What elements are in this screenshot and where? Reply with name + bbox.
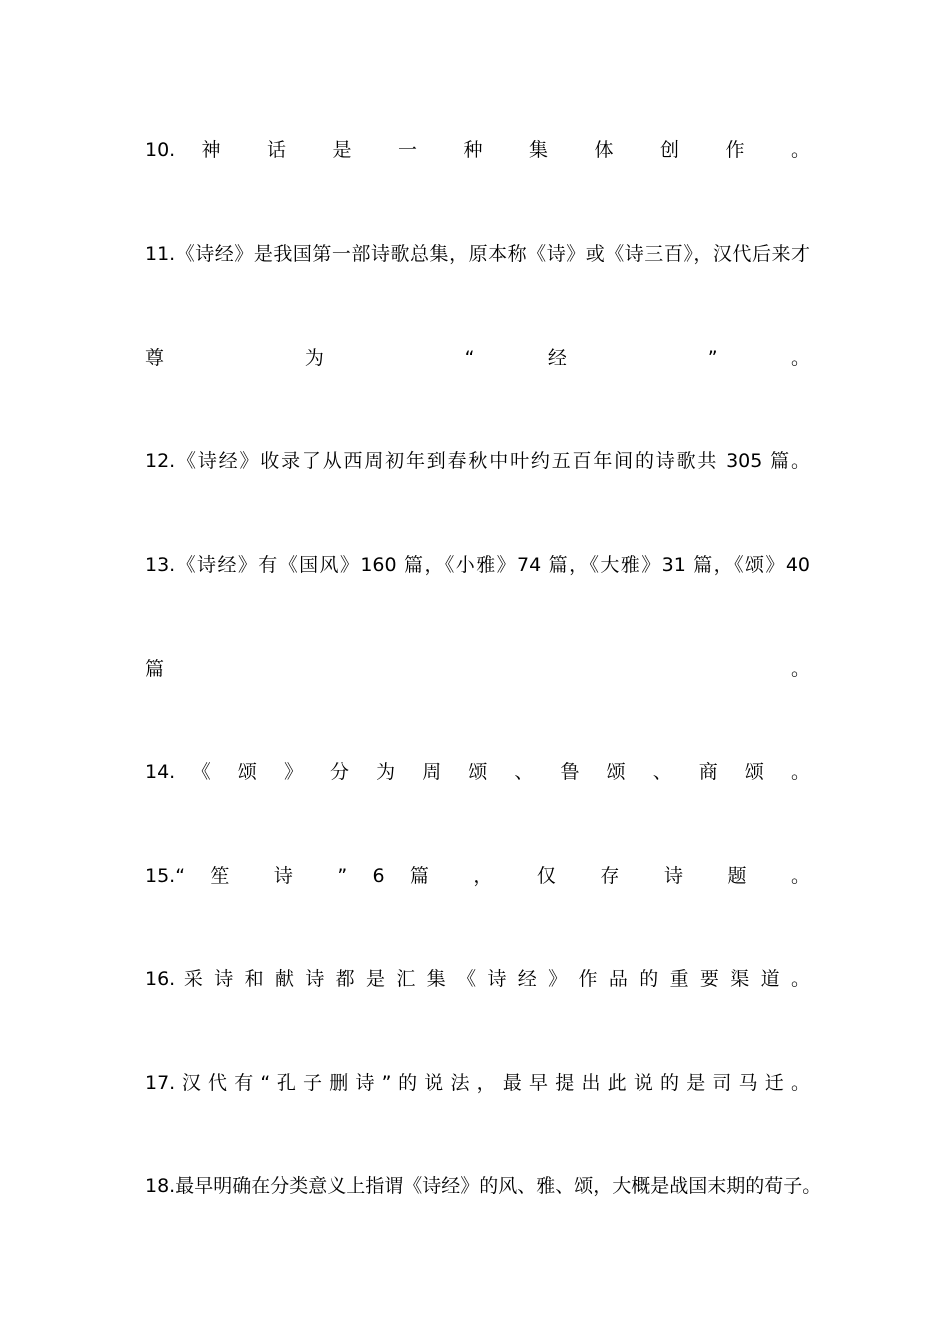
text-line-11: 11.《诗经》是我国第一部诗歌总集，原本称《诗》或《诗三百》，汉代后来才 — [145, 243, 810, 265]
text-line-13-continued: 篇 。 — [145, 658, 810, 680]
text-line-14: 14. 《 颂 》 分 为 周 颂 、 鲁 颂 、 商 颂 。 — [145, 761, 810, 783]
text-line-18: 18.最早明确在分类意义上指谓《诗经》的风、雅、颂，大概是战国末期的荀子。 — [145, 1175, 822, 1197]
text-line-15: 15.“ 笙 诗 ” 6 篇 ， 仅 存 诗 题 。 — [145, 865, 810, 887]
text-line-17: 17. 汉 代 有 “ 孔 子 删 诗 ” 的 说 法 ， 最 早 提 出 此 说 的 是 司 马 迁 。 — [145, 1072, 810, 1094]
text-line-11-continued: 尊 为 “ 经 ” 。 — [145, 347, 810, 369]
text-line-10: 10. 神 话 是 一 种 集 体 创 作 。 — [145, 139, 810, 161]
text-line-13: 13.《诗经》有《国风》160 篇，《小雅》74 篇，《大雅》31 篇，《颂》40 — [145, 554, 810, 576]
text-line-12: 12.《诗经》收录了从西周初年到春秋中叶约五百年间的诗歌共 305 篇。 — [145, 450, 810, 472]
text-line-16: 16. 采 诗 和 献 诗 都 是 汇 集 《 诗 经 》 作 品 的 重 要 渠 道 。 — [145, 968, 810, 990]
